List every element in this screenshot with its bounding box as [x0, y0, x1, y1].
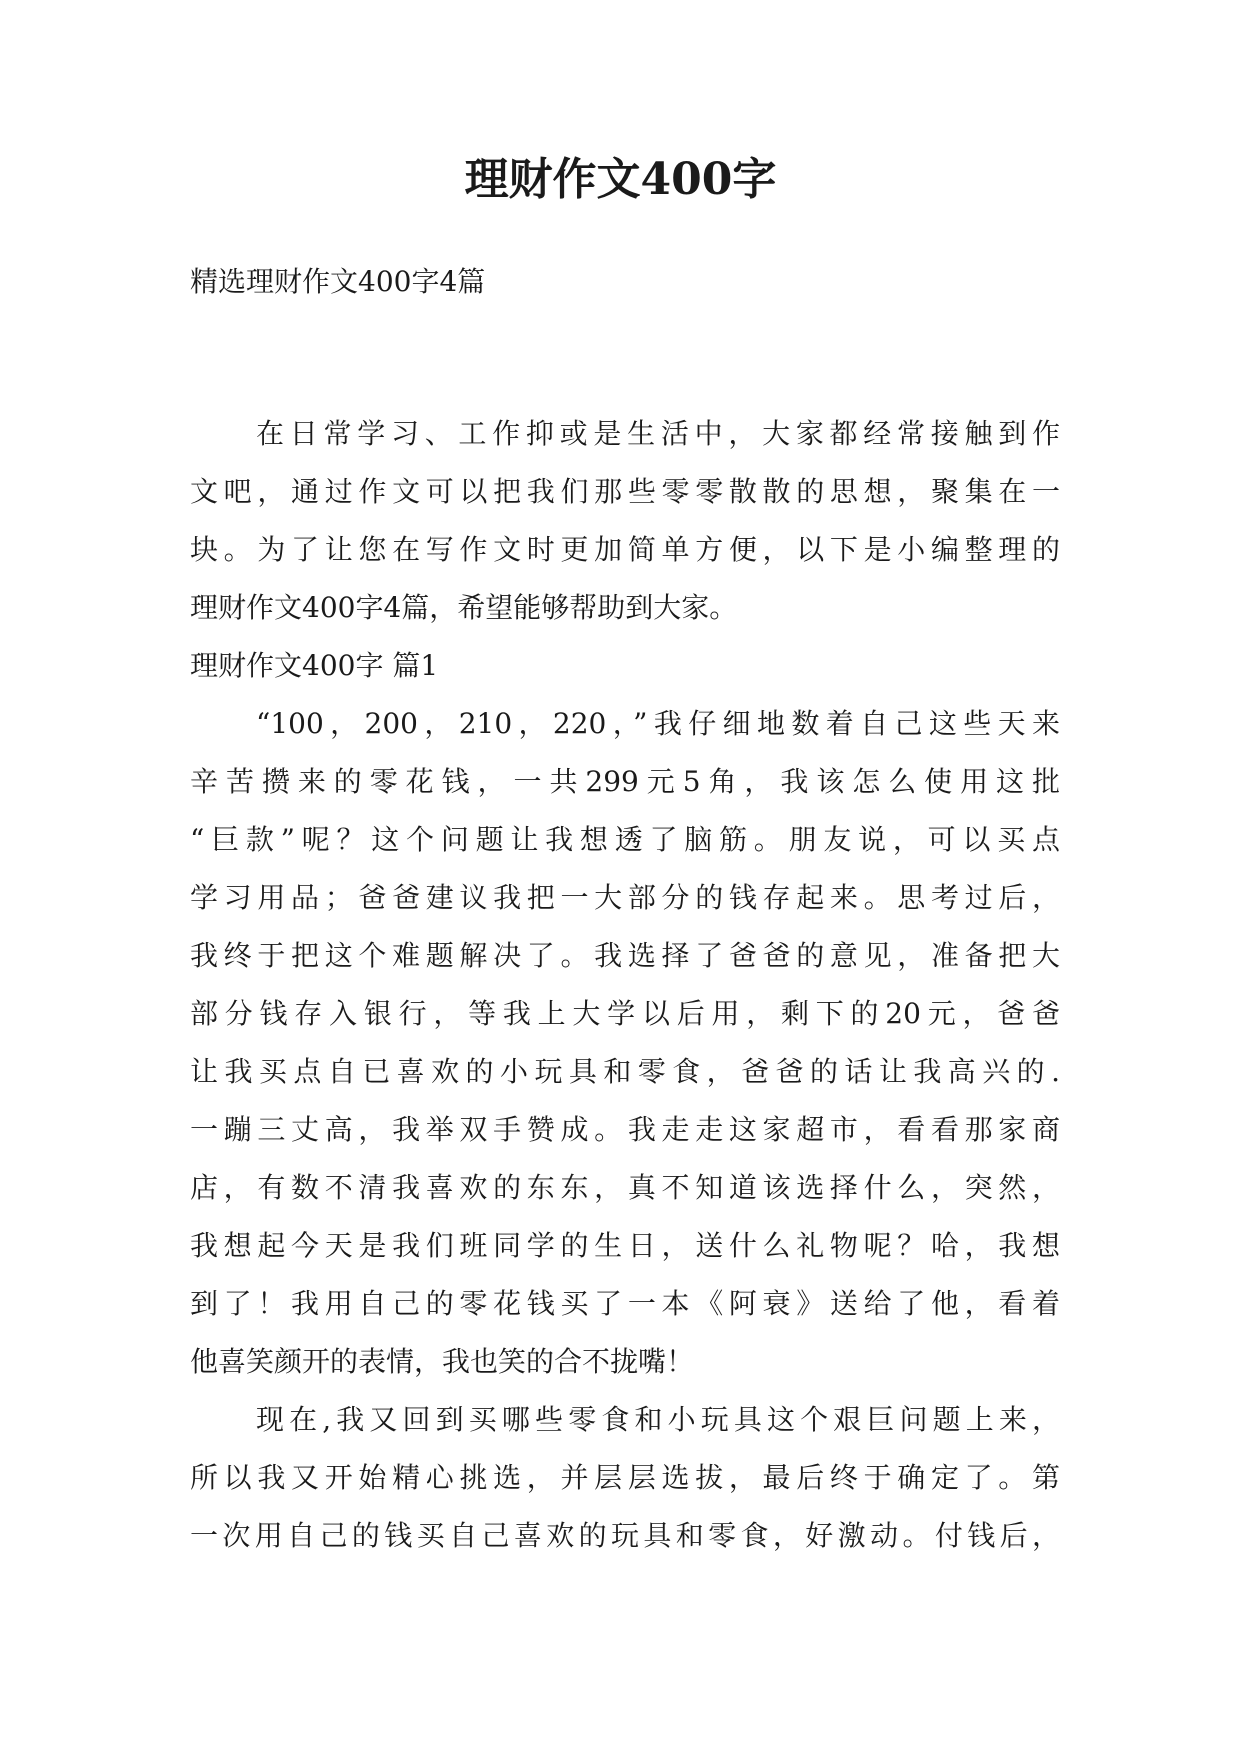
document-body	[190, 405, 1060, 1565]
paragraph-line: 店，有数不清我喜欢的东东，真不知道该选择什么，突然，	[190, 1171, 1060, 1204]
paragraph-line: 我终于把这个难题解决了。我选择了爸爸的意见，准备把大	[190, 939, 1060, 972]
paragraph-line: 我想起今天是我们班同学的生日，送什么礼物呢？哈，我想	[190, 1229, 1060, 1262]
paragraph-line: 在日常学习、工作抑或是生活中，大家都经常接触到作	[256, 417, 1060, 450]
paragraph-line: 块。为了让您在写作文时更加简单方便，以下是小编整理的	[190, 533, 1060, 566]
paragraph-line: 一蹦三丈高，我举双手赞成。我走走这家超市，看看那家商	[190, 1113, 1060, 1146]
paragraph-line: 到了！我用自己的零花钱买了一本《阿衰》送给了他，看着	[190, 1287, 1060, 1320]
paragraph-line: 理财作文400字4篇，希望能够帮助到大家。	[190, 591, 738, 624]
section-heading: 理财作文400字 篇1	[190, 649, 439, 682]
paragraph-line: 让我买点自已喜欢的小玩具和零食，爸爸的话让我高兴的.	[190, 1055, 1060, 1088]
paragraph-line: “100，200，210，220，”我仔细地数着自己这些天来	[256, 707, 1060, 740]
paragraph-line: 所以我又开始精心挑选，并层层选拔，最后终于确定了。第	[190, 1461, 1060, 1494]
paragraph-line: 辛苦攒来的零花钱，一共299元5角，我该怎么使用这批	[190, 765, 1060, 798]
paragraph-line: 部分钱存入银行，等我上大学以后用，剩下的20元，爸爸	[190, 997, 1060, 1030]
paragraph-line: 文吧，通过作文可以把我们那些零零散散的思想，聚集在一	[190, 475, 1060, 508]
paragraph-line: 一次用自己的钱买自己喜欢的玩具和零食，好激动。付钱后，	[190, 1519, 1060, 1552]
document-subtitle: 精选理财作文400字4篇	[190, 265, 486, 298]
paragraph-line: “巨款”呢？这个问题让我想透了脑筋。朋友说，可以买点	[190, 823, 1060, 856]
paragraph-line: 他喜笑颜开的表情，我也笑的合不拢嘴！	[190, 1345, 695, 1378]
paragraph-line: 现在,我又回到买哪些零食和小玩具这个艰巨问题上来，	[256, 1403, 1060, 1436]
document-title: 理财作文400字	[464, 154, 777, 205]
paragraph-line: 学习用品；爸爸建议我把一大部分的钱存起来。思考过后，	[190, 881, 1060, 914]
